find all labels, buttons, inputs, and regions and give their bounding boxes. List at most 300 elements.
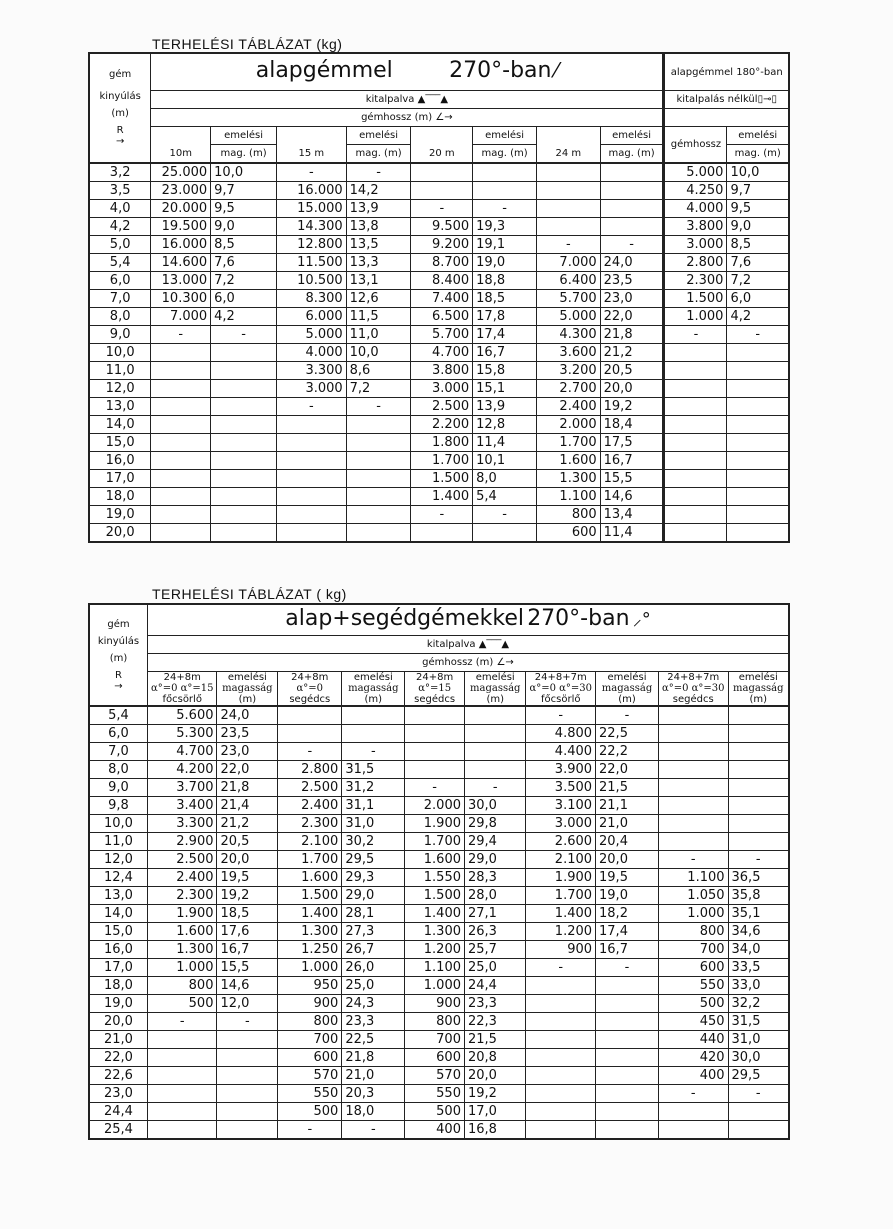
height-cell: 10,0 — [346, 344, 411, 362]
column-header-line: segédcs — [672, 694, 714, 705]
reach-cell: 3,5 — [89, 182, 151, 200]
height-cell — [596, 995, 659, 1013]
height-cell: 22,3 — [464, 1013, 526, 1031]
height-cell: 21,0 — [342, 1067, 405, 1085]
load-cell — [151, 488, 211, 506]
table-row — [89, 959, 789, 977]
height-cell — [596, 1031, 659, 1049]
load-cell: 550 — [405, 1085, 465, 1103]
height-cell: 13,9 — [473, 398, 537, 416]
height-cell: 9,7 — [211, 182, 277, 200]
load-cell: - — [147, 1013, 217, 1031]
load-cell: - — [526, 706, 596, 725]
load-cell: - — [405, 779, 465, 797]
load-cell: 13.000 — [151, 272, 211, 290]
load-cell — [151, 398, 211, 416]
load-cell: 800 — [536, 506, 600, 524]
height-cell: - — [473, 506, 537, 524]
reach-cell: 20,0 — [89, 1013, 147, 1031]
load-cell: 23.000 — [151, 182, 211, 200]
height-cell: 17,4 — [473, 326, 537, 344]
height-cell — [342, 725, 405, 743]
mag-label: mag. (m) — [211, 145, 277, 164]
height-cell: 23,5 — [600, 272, 664, 290]
load-cell: - — [151, 326, 211, 344]
load-cell: 4.000 — [664, 200, 727, 218]
load-cell: 8.700 — [411, 254, 473, 272]
height-cell: 31,1 — [342, 797, 405, 815]
height-cell — [727, 452, 789, 470]
load-cell: 570 — [405, 1067, 465, 1085]
load-cell: 1.900 — [526, 869, 596, 887]
load-cell: 1.250 — [278, 941, 342, 959]
height-cell: 31,2 — [342, 779, 405, 797]
load-cell — [664, 488, 727, 506]
column-header — [217, 672, 278, 707]
load-cell: 8.300 — [276, 290, 346, 308]
height-cell: 19,2 — [217, 887, 278, 905]
table-row — [89, 869, 789, 887]
height-cell — [464, 761, 526, 779]
height-cell — [600, 163, 664, 182]
height-cell: 21,8 — [600, 326, 664, 344]
height-cell — [728, 815, 789, 833]
load-cell: 400 — [405, 1121, 465, 1140]
load-cell — [658, 725, 728, 743]
height-cell: 29,4 — [464, 833, 526, 851]
load-cell: 900 — [526, 941, 596, 959]
column-header-line: 24+8+7m — [534, 672, 587, 683]
height-cell: 16,8 — [464, 1121, 526, 1140]
load-cell — [151, 470, 211, 488]
height-cell: 32,2 — [728, 995, 789, 1013]
load-cell — [147, 1085, 217, 1103]
height-cell — [217, 1067, 278, 1085]
emelesi-label: emelési — [211, 127, 277, 145]
boom-length-icon: ∠→ — [435, 112, 453, 123]
height-cell: 28,0 — [464, 887, 526, 905]
reach-cell: 22,0 — [89, 1049, 147, 1067]
height-cell: 14,2 — [346, 182, 411, 200]
height-cell: 24,0 — [600, 254, 664, 272]
load-table-base-boom — [88, 52, 790, 543]
load-cell: 1.400 — [526, 905, 596, 923]
load-cell — [411, 163, 473, 182]
height-cell — [464, 743, 526, 761]
height-cell: 15,8 — [473, 362, 537, 380]
load-cell: 1.900 — [405, 815, 465, 833]
height-cell: 29,3 — [342, 869, 405, 887]
height-cell: 18,5 — [217, 905, 278, 923]
height-cell: 6,0 — [211, 290, 277, 308]
table-row — [89, 1121, 789, 1140]
height-cell — [596, 1103, 659, 1121]
reach-cell: 10,0 — [89, 344, 151, 362]
height-cell: 23,5 — [217, 725, 278, 743]
height-cell: 10,1 — [473, 452, 537, 470]
load-cell: 550 — [278, 1085, 342, 1103]
load-cell — [411, 524, 473, 543]
load-cell: 2.300 — [664, 272, 727, 290]
load-cell: 2.600 — [526, 833, 596, 851]
table1-title: alapgémmel 270°-ban ⁄ — [151, 53, 664, 91]
reach-cell: 23,0 — [89, 1085, 147, 1103]
height-cell: 20,0 — [600, 380, 664, 398]
table-row — [89, 923, 789, 941]
table2-caption: TERHELÉSI TÁBLÁZAT ( kg) — [152, 586, 347, 602]
table-row — [89, 452, 789, 470]
load-cell: 700 — [278, 1031, 342, 1049]
height-cell — [217, 1121, 278, 1140]
load-cell: 8.400 — [411, 272, 473, 290]
load-cell — [147, 1067, 217, 1085]
load-cell — [411, 182, 473, 200]
load-cell — [405, 706, 465, 725]
column-header-line: segédcs — [414, 694, 456, 705]
height-cell: 21,1 — [596, 797, 659, 815]
height-cell: 23,0 — [600, 290, 664, 308]
emelesi-label: emelési — [346, 127, 411, 145]
load-cell: 1.400 — [411, 488, 473, 506]
load-cell: 1.500 — [411, 470, 473, 488]
table-row — [89, 905, 789, 923]
column-header — [147, 672, 217, 707]
height-cell: 13,3 — [346, 254, 411, 272]
load-cell: 5.000 — [536, 308, 600, 326]
height-cell — [211, 362, 277, 380]
load-cell: 1.500 — [664, 290, 727, 308]
load-cell: 1.000 — [664, 308, 727, 326]
height-cell: - — [596, 959, 659, 977]
table-row — [89, 779, 789, 797]
column-header-line: főcsörlő — [162, 694, 202, 705]
height-cell: - — [473, 200, 537, 218]
height-cell — [217, 1103, 278, 1121]
load-cell — [278, 725, 342, 743]
load-cell: 1.200 — [526, 923, 596, 941]
height-cell: 26,7 — [342, 941, 405, 959]
height-cell — [728, 761, 789, 779]
height-cell — [728, 725, 789, 743]
load-cell: 600 — [405, 1049, 465, 1067]
height-cell: 27,3 — [342, 923, 405, 941]
load-cell: 1.000 — [658, 905, 728, 923]
height-cell — [728, 1103, 789, 1121]
height-cell: 13,9 — [346, 200, 411, 218]
column-header-line: α°=0 — [296, 683, 324, 694]
load-cell: 2.100 — [526, 851, 596, 869]
table-row — [89, 290, 789, 308]
height-cell — [211, 524, 277, 543]
load-cell — [526, 995, 596, 1013]
height-cell: 12,0 — [217, 995, 278, 1013]
load-cell: 1.800 — [411, 434, 473, 452]
table-row — [89, 236, 789, 254]
height-cell: 5,4 — [473, 488, 537, 506]
table-row — [89, 797, 789, 815]
load-cell: 1.100 — [658, 869, 728, 887]
load-cell: 3.400 — [147, 797, 217, 815]
load-cell: 6.400 — [536, 272, 600, 290]
kitalpalva-label: kitalpalva ▲‾‾‾▲ — [151, 91, 664, 109]
load-cell: 4.800 — [526, 725, 596, 743]
reach-cell: 13,0 — [89, 887, 147, 905]
column-header — [658, 672, 728, 707]
emelesi-label: emelési — [473, 127, 537, 145]
load-cell — [658, 706, 728, 725]
height-cell: 29,0 — [464, 851, 526, 869]
height-cell: 19,2 — [600, 398, 664, 416]
load-cell: 500 — [278, 1103, 342, 1121]
table-row — [89, 851, 789, 869]
height-cell — [600, 182, 664, 200]
reach-cell: 6,0 — [89, 272, 151, 290]
height-cell: 4,2 — [211, 308, 277, 326]
table-row — [89, 524, 789, 543]
height-cell — [217, 1031, 278, 1049]
table-row — [89, 182, 789, 200]
height-cell: 21,5 — [464, 1031, 526, 1049]
height-cell: 21,0 — [596, 815, 659, 833]
load-cell: - — [278, 743, 342, 761]
height-cell — [596, 1121, 659, 1140]
load-cell: - — [664, 326, 727, 344]
load-cell: 1.500 — [278, 887, 342, 905]
boom-length-10: 10m — [151, 145, 211, 164]
height-cell: - — [600, 236, 664, 254]
height-cell: - — [346, 163, 411, 182]
load-cell: 6.500 — [411, 308, 473, 326]
table-row — [89, 308, 789, 326]
height-cell: 22,0 — [600, 308, 664, 326]
height-cell — [596, 1013, 659, 1031]
load-cell: 2.500 — [147, 851, 217, 869]
table-row — [89, 362, 789, 380]
table-row — [89, 743, 789, 761]
table-row — [89, 815, 789, 833]
height-cell — [346, 434, 411, 452]
column-header — [526, 672, 596, 707]
column-header-line: magasság — [470, 683, 521, 694]
load-cell: - — [658, 1085, 728, 1103]
table2-title: alap+segédgémekkel 270°-ban ⸝° — [147, 604, 789, 636]
table-row — [89, 506, 789, 524]
height-cell — [464, 706, 526, 725]
height-cell: - — [346, 398, 411, 416]
height-cell: 11,0 — [346, 326, 411, 344]
height-cell: 21,8 — [342, 1049, 405, 1067]
load-cell — [536, 163, 600, 182]
reach-cell: 14,0 — [89, 905, 147, 923]
load-cell — [405, 743, 465, 761]
column-header — [596, 672, 659, 707]
height-cell: 16,7 — [600, 452, 664, 470]
height-cell: 17,8 — [473, 308, 537, 326]
load-cell — [151, 524, 211, 543]
load-cell — [405, 761, 465, 779]
height-cell: 7,6 — [727, 254, 789, 272]
load-cell: 800 — [147, 977, 217, 995]
load-cell: 3.500 — [526, 779, 596, 797]
load-cell — [151, 452, 211, 470]
height-cell: 20,4 — [596, 833, 659, 851]
load-cell: 2.500 — [278, 779, 342, 797]
load-cell — [151, 434, 211, 452]
column-header-line: emelési — [607, 672, 647, 683]
table-row — [89, 1013, 789, 1031]
height-cell: 18,8 — [473, 272, 537, 290]
column-header-line: főcsörlő — [541, 694, 581, 705]
height-cell: 34,0 — [728, 941, 789, 959]
table-row — [89, 761, 789, 779]
load-cell: 1.200 — [405, 941, 465, 959]
column-header-line: magasság — [222, 683, 273, 694]
load-cell: 3.700 — [147, 779, 217, 797]
table-row — [89, 326, 789, 344]
load-cell: 1.100 — [405, 959, 465, 977]
load-cell: 2.000 — [405, 797, 465, 815]
load-cell: 16.000 — [151, 236, 211, 254]
load-cell: 5.600 — [147, 706, 217, 725]
height-cell: 9,7 — [727, 182, 789, 200]
load-cell — [276, 434, 346, 452]
height-cell: 30,0 — [728, 1049, 789, 1067]
reach-cell: 11,0 — [89, 362, 151, 380]
load-cell: 15.000 — [276, 200, 346, 218]
height-cell: 22,0 — [596, 761, 659, 779]
table-row — [89, 434, 789, 452]
load-cell — [664, 416, 727, 434]
load-cell: 900 — [405, 995, 465, 1013]
column-header-line: (m) — [486, 694, 504, 705]
load-cell — [526, 1103, 596, 1121]
height-cell: 19,3 — [473, 218, 537, 236]
load-cell — [278, 706, 342, 725]
load-cell: 3.600 — [536, 344, 600, 362]
boom-icon: ⁄ — [554, 57, 559, 82]
reach-cell: 19,0 — [89, 506, 151, 524]
height-cell: 22,2 — [596, 743, 659, 761]
reach-cell: 21,0 — [89, 1031, 147, 1049]
load-cell: 2.800 — [278, 761, 342, 779]
height-cell: 4,2 — [727, 308, 789, 326]
height-cell — [600, 218, 664, 236]
height-cell: - — [728, 1085, 789, 1103]
load-cell — [536, 200, 600, 218]
height-cell — [728, 797, 789, 815]
load-cell: 1.700 — [536, 434, 600, 452]
height-cell: 22,0 — [217, 761, 278, 779]
height-cell: 17,5 — [600, 434, 664, 452]
load-cell: - — [278, 1121, 342, 1140]
column-header-line: emelési — [475, 672, 515, 683]
reach-cell: 5,4 — [89, 706, 147, 725]
column-header — [464, 672, 526, 707]
load-cell: 10.500 — [276, 272, 346, 290]
mag-label: mag. (m) — [727, 145, 789, 164]
load-cell — [658, 761, 728, 779]
height-cell — [600, 200, 664, 218]
column-header-line: 24+8m — [291, 672, 329, 683]
gem-column-header: gém kinyúlás (m) R → — [89, 53, 151, 163]
height-cell: 25,7 — [464, 941, 526, 959]
height-cell: 24,3 — [342, 995, 405, 1013]
load-cell: 1.500 — [405, 887, 465, 905]
height-cell: 8,6 — [346, 362, 411, 380]
table2-body — [89, 706, 789, 1139]
height-cell — [728, 833, 789, 851]
height-cell: 20,8 — [464, 1049, 526, 1067]
table-row — [89, 398, 789, 416]
load-cell: 4.700 — [411, 344, 473, 362]
load-cell: 3.000 — [411, 380, 473, 398]
load-cell: 10.300 — [151, 290, 211, 308]
height-cell — [727, 398, 789, 416]
height-cell: 31,5 — [728, 1013, 789, 1031]
table1-right-sub: kitalpalás nélkül▯⊸▯ — [664, 91, 789, 109]
height-cell: 24,4 — [464, 977, 526, 995]
load-cell: 2.400 — [278, 797, 342, 815]
reach-cell: 15,0 — [89, 923, 147, 941]
column-header-line: 24+8+7m — [667, 672, 720, 683]
height-cell: 23,3 — [342, 1013, 405, 1031]
height-cell: 13,8 — [346, 218, 411, 236]
table-row — [89, 380, 789, 398]
load-cell: 2.100 — [278, 833, 342, 851]
height-cell: 10,0 — [211, 163, 277, 182]
table-row — [89, 1067, 789, 1085]
height-cell: 25,0 — [342, 977, 405, 995]
load-cell: 4.200 — [147, 761, 217, 779]
height-cell — [346, 506, 411, 524]
height-cell — [596, 1085, 659, 1103]
gem-column-header-2: gém kinyúlás (m) R → — [89, 604, 147, 706]
load-cell: - — [411, 200, 473, 218]
height-cell — [346, 452, 411, 470]
height-cell: 19,0 — [473, 254, 537, 272]
load-cell: 700 — [658, 941, 728, 959]
reach-cell: 8,0 — [89, 308, 151, 326]
load-cell: 3.300 — [276, 362, 346, 380]
height-cell — [728, 1121, 789, 1140]
reach-cell: 5,4 — [89, 254, 151, 272]
column-header-line: (m) — [618, 694, 636, 705]
load-cell: 3.800 — [664, 218, 727, 236]
load-cell: 600 — [536, 524, 600, 543]
load-cell: 1.600 — [278, 869, 342, 887]
height-cell — [217, 1085, 278, 1103]
height-cell — [217, 1049, 278, 1067]
no-outrigger-icon: ▯⊸▯ — [757, 94, 777, 105]
height-cell — [211, 416, 277, 434]
load-cell: 1.700 — [405, 833, 465, 851]
load-cell: 2.300 — [278, 815, 342, 833]
load-cell: 3.300 — [147, 815, 217, 833]
column-header-line: α°=0 α°=30 — [529, 683, 593, 694]
height-cell: 24,0 — [217, 706, 278, 725]
load-cell — [664, 398, 727, 416]
load-cell: 4.000 — [276, 344, 346, 362]
load-cell: 9.200 — [411, 236, 473, 254]
load-cell: 900 — [278, 995, 342, 1013]
load-cell: 3.900 — [526, 761, 596, 779]
load-cell: 5.000 — [276, 326, 346, 344]
reach-cell: 11,0 — [89, 833, 147, 851]
reach-cell: 25,4 — [89, 1121, 147, 1140]
table1-right-title: alapgémmel 180°-ban — [664, 53, 789, 91]
reach-cell: 9,0 — [89, 326, 151, 344]
load-cell — [147, 1049, 217, 1067]
